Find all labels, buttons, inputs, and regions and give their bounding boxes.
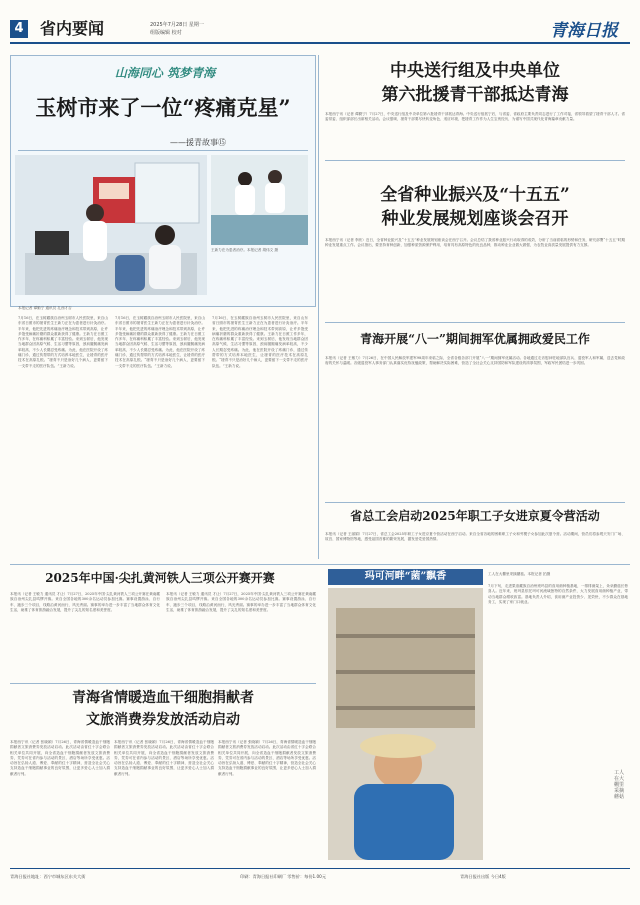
treatment-bed	[211, 215, 308, 245]
article5-divider	[10, 683, 316, 684]
straw-hat	[360, 734, 436, 758]
nurse-head	[86, 204, 104, 222]
column-divider	[318, 55, 319, 559]
nurse-coat	[83, 221, 107, 261]
clinic-photo	[15, 155, 207, 295]
page-number-badge	[10, 20, 28, 38]
article6-body-col2: 本报西宁讯（记者 张晓颖）7月26日，青海省情暖造血干细胞捐献者文旅消费券发放活动启动。此次活动由省红十字会联合相关单位共同开展，向全省造血干细胞捐献者发放文旅消费券，凭券可在省内参与活动的景区、酒店等场所享受优惠。活动旨在弘扬人道、博爱、奉献的红十字精神，营造全社会关心支持造血干细胞捐献事业的良好氛围，让更多爱心人士加入捐献者行列。	[114, 740, 214, 776]
article7-body: 7月下旬，走进果洛藏族自治州班玛县的食用菌种植基地，一排排菌架上，朵朵蘑菇长势喜人。近年来，班玛县依托玛可河流域独特的自然条件，大力发展食用菌种植产业，带动当地群众增收致富。基地负责人介绍，食用菌产业投资少、见效快，不少群众在基地务工，实现了家门口就业。	[488, 584, 628, 604]
article1-title-line1: 中央送行组及中央单位	[390, 61, 560, 81]
rack-shelf	[336, 706, 475, 710]
article2-body: 本报西宁讯（记者 李欣）近日，全省种业振兴及“十五五”种业发展规划座谈会在西宁召开。会议总结了我省种业振兴行动取得的成效，分析了当前面临的形势和任务，研究部署“十五五”时期种业发展重点工作。会议指出，要坚持育种创新，加强种质资源保护利用，培育具有高原特色的优良品种，推动种业企业做大做强，为农牧业高质量发展提供有力支撑。	[325, 238, 625, 248]
article4-body: 本报讯（记者 王丽娟）7月27日，省总工会2025年职工子女进京夏令营活动在西宁启动。来自全省各地的困难职工子女和劳模子女参加此次夏令营。活动期间，营员们将参观天安门广场、故宫、国家博物馆等地，感受祖国首都的繁荣发展，激发爱党爱国热情。	[325, 532, 625, 542]
article6-body-col1: 本报西宁讯（记者 张晓颖）7月26日，青海省情暖造血干细胞捐献者文旅消费券发放活动启动。此次活动由省红十字会联合相关单位共同开展，向全省造血干细胞捐献者发放文旅消费券，凭券可在省内参与活动的景区、酒店等场所享受优惠。活动旨在弘扬人道、博爱、奉献的红十字精神，营造全社会关心支持造血干细胞捐献事业的良好氛围，让更多爱心人士加入捐献者行列。	[10, 740, 110, 776]
article7-title: 玛可河畔“菌”飘香	[364, 571, 447, 582]
section-title: 省内要闻	[40, 19, 105, 38]
feature-banner: 山海同心 筑梦青海	[114, 66, 216, 80]
wall-poster-panel	[99, 183, 129, 199]
feature-body-col2: 7月16日，在玉树藏族自治州玉树市人民医院里，来自山东省日照市的援青医生王新力正在为患者进行针灸治疗。半年来，他把先进的疼痛治疗理念和技术带到高原，让许多饱受病痛折磨的群众重新获得了健康。王新力在日照工作多年，在疼痛科积累了丰富经验。来到玉树后，他发现当地群众因高原气候、生活习惯等原因，颈肩腰腿痛发病率较高，不少人长期忍受疼痛。为此，他在医院开设了疼痛门诊，通过传帮带的方式培养本地医生，让援青的医疗技术在高原扎根。“援青不只是治好几个病人，更要留下一支带不走的医疗队伍。”王新力说。	[115, 316, 205, 368]
vertical-caption: 工人在大棚里采摘蘑菇	[614, 770, 625, 800]
feature-byline: 本报记者 谭勤宁 通讯员 扎西才吉	[18, 306, 72, 310]
doctor-head	[155, 225, 175, 245]
article3-divider	[325, 502, 625, 503]
worker-jacket	[354, 784, 454, 860]
article5-title: 2025年中国·尖扎黄河铁人三项公开赛开赛	[45, 571, 275, 585]
footer-col2: 印刷：青海日报社印刷厂 零售价：每份1.00元	[240, 874, 327, 879]
treatment-photo	[211, 155, 308, 245]
header-rule	[10, 42, 630, 44]
feature-body-col3: 7月16日，在玉树藏族自治州玉树市人民医院里，来自山东省日照市的援青医生王新力正在为患者进行针灸治疗。半年来，他把先进的疼痛治疗理念和技术带到高原，让许多饱受病痛折磨的群众重新获得了健康。王新力在日照工作多年，在疼痛科积累了丰富经验。来到玉树后，他发现当地群众因高原气候、生活习惯等原因，颈肩腰腿痛发病率较高，不少人长期忍受疼痛。为此，他在医院开设了疼痛门诊，通过传帮带的方式培养本地医生，让援青的医疗技术在高原扎根。“援青不只是治好几个病人，更要留下一支带不走的医疗队伍。”王新力说。	[212, 316, 308, 368]
assistant-coat	[265, 183, 285, 213]
article1-body: 本报西宁讯（记者 谭勤宁）7月27日，中央送行组及中央单位第六批援青干部抵达青海。中央送行组抵宁后，与省委、省政府主要负责同志进行了工作对接，省领导看望了援青干部人才。省委常委、组织部部长出席相关活动。会议强调，援青干部要尽快转变角色、适应环境，把援青工作作为人生宝贵经历，为谱写中国式现代化青海篇章贡献力量。	[325, 112, 625, 122]
article5-body-col2: 本报讯（记者 王敏力 通讯员 才让）7月27日，2025年中国·尖扎黄河铁人三项公开赛在黄南藏族自治州尖扎县鸣锣开赛。来自全国各地的300余名运动员参加比赛。赛事设置游泳、自行车、跑步三个项目，线路沿黄河而行，风光秀丽。赛事的举办进一步丰富了当地群众体育文化生活，助推了体育旅游融合发展，提升了尖扎的知名度和美誉度。	[166, 592, 316, 612]
patient-shirt	[115, 255, 145, 291]
mushroom-photo-caption: 工人在大棚里采摘蘑菇。本报记者 拍摄	[488, 572, 551, 576]
feature-photo-caption: 王新力在为患者治疗。本报记者 胡伟文 摄	[211, 248, 278, 252]
issue-date: 2025年7月28日 星期一	[150, 22, 204, 28]
feature-body-col1: 7月16日，在玉树藏族自治州玉树市人民医院里，来自山东省日照市的援青医生王新力正在为患者进行针灸治疗。半年来，他把先进的疼痛治疗理念和技术带到高原，让许多饱受病痛折磨的群众重新获得了健康。王新力在日照工作多年，在疼痛科积累了丰富经验。来到玉树后，他发现当地群众因高原气候、生活习惯等原因，颈肩腰腿痛发病率较高，不少人长期忍受疼痛。为此，他在医院开设了疼痛门诊，通过传帮带的方式培养本地医生，让援青的医疗技术在高原扎根。“援青不只是治好几个病人，更要留下一支带不走的医疗队伍。”王新力说。	[18, 316, 108, 368]
doctor-coat	[149, 245, 181, 289]
doctor-coat	[235, 185, 255, 215]
article3-body: 本报讯（记者 王敏力）7月26日，在中国人民解放军建军98周年来临之际，全省各级各部门开展“八一”期间拥军优属活动。各地通过走访慰问驻地部队官兵、退役军人和军属，送去党和政府的关怀与温暖。各级退役军人事务部门认真落实优待抚恤政策，帮助解决实际困难，营造了全社会关心支持国防和军队建设的浓厚氛围，军政军民团结进一步巩固。	[325, 356, 625, 366]
article2-divider	[325, 322, 625, 323]
article5-body-col1: 本报讯（记者 王敏力 通讯员 才让）7月27日，2025年中国·尖扎黄河铁人三项公开赛在黄南藏族自治州尖扎县鸣锣开赛。来自全国各地的300余名运动员参加比赛。赛事设置游泳、自行车、跑步三个项目，线路沿黄河而行，风光秀丽。赛事的举办进一步丰富了当地群众体育文化生活，助推了体育旅游融合发展，提升了尖扎的知名度和美誉度。	[10, 592, 160, 612]
article6-body-col3: 本报西宁讯（记者 张晓颖）7月26日，青海省情暖造血干细胞捐献者文旅消费券发放活动启动。此次活动由省红十字会联合相关单位共同开展，向全省造血干细胞捐献者发放文旅消费券，凭券可在省内参与活动的景区、酒店等场所享受优惠。活动旨在弘扬人道、博爱、奉献的红十字精神，营造全社会关心支持造血干细胞捐献事业的良好氛围，让更多爱心人士加入捐献者行列。	[218, 740, 316, 776]
article1-divider	[325, 160, 625, 161]
section-rule	[10, 564, 630, 565]
issue-editors: 组版编辑 校对	[150, 30, 182, 36]
article3-title: 青海开展“八一”期间拥军优属拥政爱民工作	[360, 332, 590, 346]
masthead-logo: 青海日报	[550, 21, 618, 41]
feature-title: 玉树市来了一位“疼痛克星”	[35, 95, 291, 120]
rack-shelf	[336, 634, 475, 638]
mushroom-photo	[328, 588, 483, 860]
feature-rule	[18, 150, 308, 151]
article6-title-line1: 青海省情暖造血干细胞捐献者	[72, 690, 254, 706]
article1-title-line2: 第六批援青干部抵达青海	[381, 85, 569, 105]
feature-series: ——援青故事⑮	[170, 138, 226, 147]
article6-title-line2: 文旅消费券发放活动启动	[86, 712, 240, 728]
clinic-window	[135, 163, 199, 223]
doctor-head	[238, 172, 252, 186]
article2-title-line2: 种业发展规划座谈会召开	[381, 209, 569, 229]
rack-shelf	[336, 670, 475, 674]
computer-monitor	[35, 231, 69, 255]
assistant-head	[268, 170, 282, 184]
article4-title: 省总工会启动2025年职工子女进京夏令营活动	[350, 509, 600, 523]
footer-col3: 青海日报社出版 今日4版	[460, 874, 506, 879]
footer-rule	[10, 868, 630, 869]
footer-col1: 青海日报社地址：西宁市城东区东关大街	[10, 874, 86, 879]
page-number: 4	[14, 21, 24, 36]
article2-title-line1: 全省种业振兴及“十五五”	[380, 185, 570, 205]
